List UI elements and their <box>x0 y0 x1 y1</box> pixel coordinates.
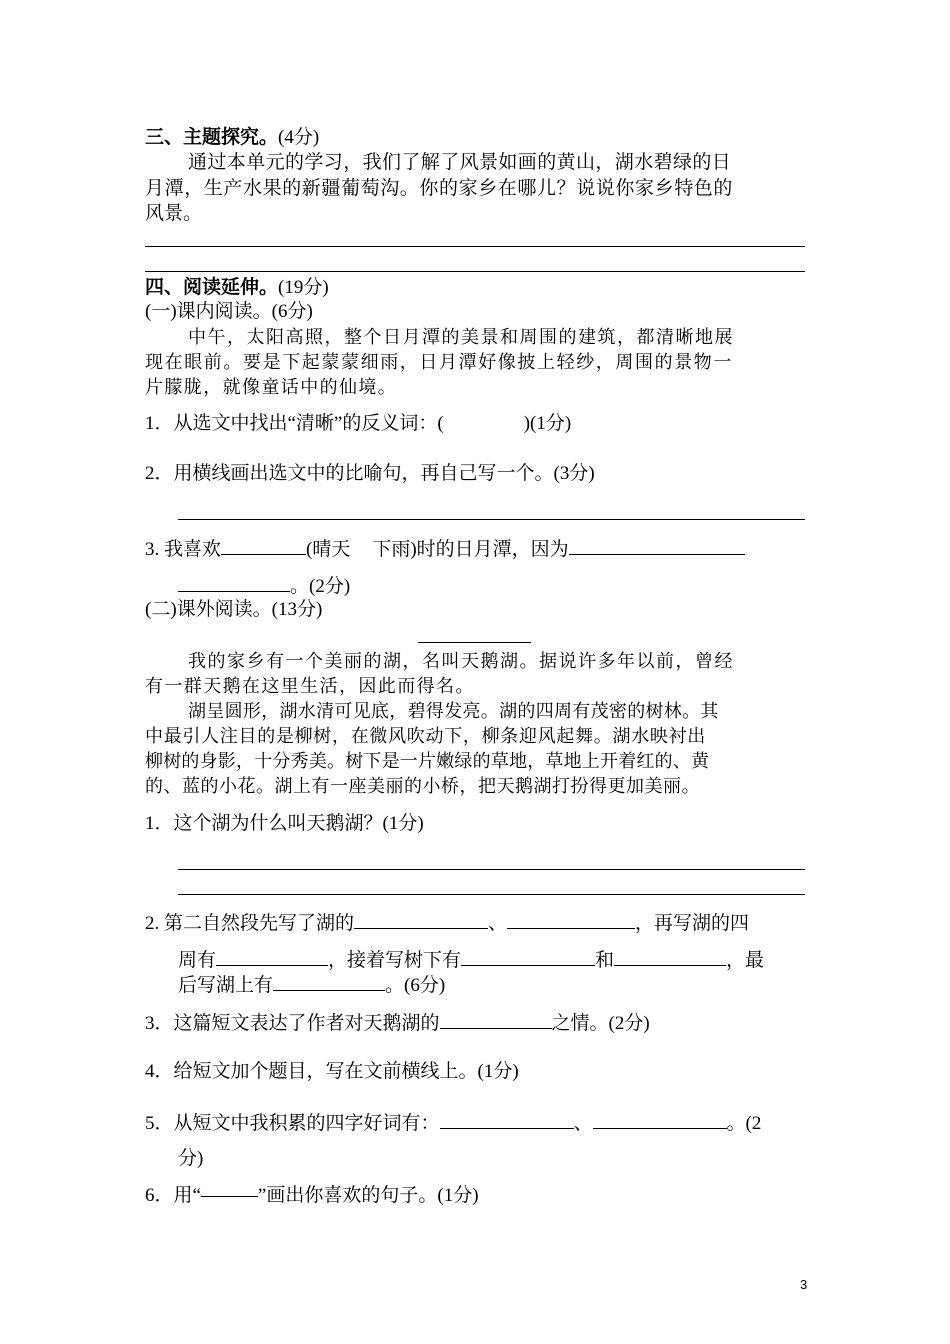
question-text: 1．从选文中找出“清晰”的反义词：( <box>145 413 444 434</box>
part2-question-4: 4．给短文加个题目，写在文前横线上。(1分) <box>145 1061 519 1082</box>
part2-question-5 <box>145 1110 805 1136</box>
separator: 、 <box>488 913 508 934</box>
answer-blank[interactable] <box>273 972 385 991</box>
section3-para-line-1: 通过本单元的学习，我们了解了风景如画的黄山，湖水碧绿的日 <box>188 152 732 173</box>
question-text: ，接着写树下有 <box>328 950 462 971</box>
question-text: ，最 <box>726 950 765 971</box>
question-score: 。(2 <box>726 1113 762 1134</box>
question-text: 5．从短文中我积累的四字好词有： <box>145 1113 440 1134</box>
part2-question-1: 1．这个湖为什么叫天鹅湖？(1分) <box>145 813 424 834</box>
part2-p2-line-3: 柳树的身影，十分秀美。树下是一片嫩绿的草地，草地上开着红的、黄 <box>145 751 710 772</box>
part2-p2-line-4: 的、蓝的小花。湖上有一座美丽的小桥，把天鹅湖打扮得更加美丽。 <box>145 776 700 797</box>
section4-score: (19分) <box>278 277 329 298</box>
part1-para-line-2: 现在眼前。要是下起蒙蒙细雨，日月潭好像披上轻纱，周围的景物一 <box>145 352 733 373</box>
question-text: 和 <box>595 950 615 971</box>
answer-blank[interactable] <box>178 573 290 592</box>
section3-heading: 三、主题探究。 <box>145 127 279 148</box>
answer-blank[interactable] <box>507 910 635 929</box>
part2-p1-line-1: 我的家乡有一个美丽的湖，名叫天鹅湖。据说许多年以前，曾经 <box>188 651 734 672</box>
section3-para-line-3: 风景。 <box>145 203 203 224</box>
answer-blank[interactable] <box>440 1110 574 1129</box>
section3-heading-line <box>145 126 805 150</box>
section4-heading: 四、阅读延伸。 <box>145 277 279 298</box>
question-text: ，再写湖的四 <box>635 913 750 934</box>
answer-blank[interactable] <box>216 947 328 966</box>
section3-score: (4分) <box>278 127 320 148</box>
part2-p2-line-2: 中最引人注目的是柳树，在微风吹动下，柳条迎风起舞。湖水映衬出 <box>145 726 706 747</box>
section4-heading-line <box>145 276 805 300</box>
question-text: 下雨)时的日月潭，因为 <box>372 539 569 560</box>
answer-blank[interactable] <box>569 536 745 555</box>
part2-title: (二)课外阅读。(13分) <box>145 599 323 620</box>
part1-question-3-cont <box>178 573 838 599</box>
question-text: 2. 第二自然段先写了湖的 <box>145 913 355 934</box>
answer-blank[interactable] <box>354 910 488 929</box>
answer-line[interactable] <box>178 519 805 520</box>
answer-line[interactable] <box>178 894 805 895</box>
answer-blank[interactable] <box>614 947 726 966</box>
question-text: 周有 <box>178 950 217 971</box>
question-score: 。(2分) <box>290 576 351 597</box>
part2-question-2 <box>145 910 805 936</box>
title-line[interactable] <box>418 642 531 643</box>
answer-line[interactable] <box>178 869 805 870</box>
answer-blank[interactable] <box>593 1110 727 1129</box>
part2-p2-line-1: 湖呈圆形，湖水清可见底，碧得发亮。湖的四周有茂密的树林。其 <box>188 701 719 722</box>
answer-blank[interactable] <box>221 536 306 555</box>
option-sunny: (晴天 <box>306 539 351 560</box>
part1-title: (一)课内阅读。(6分) <box>145 301 313 322</box>
question-text: 3. 我喜欢 <box>145 539 222 560</box>
part2-question-2-cont2 <box>178 972 838 998</box>
part2-question-3 <box>145 1010 805 1036</box>
part1-question-3 <box>145 536 805 562</box>
answer-line[interactable] <box>145 246 805 247</box>
question-score: )(1分) <box>523 413 572 434</box>
answer-blank[interactable] <box>440 1010 552 1029</box>
question-text: 3．这篇短文表达了作者对天鹅湖的 <box>145 1013 440 1034</box>
part1-question-1 <box>145 412 805 436</box>
section3-para-line-2: 月潭，生产水果的新疆葡萄沟。你的家乡在哪儿？说说你家乡特色的 <box>145 178 734 199</box>
part1-para-line-3: 片朦胧，就像童话中的仙境。 <box>145 377 398 398</box>
page-number: 3 <box>800 1277 808 1292</box>
question-text: 后写湖上有 <box>178 975 274 996</box>
part2-question-2-cont <box>178 947 838 973</box>
answer-line[interactable] <box>145 271 805 272</box>
part2-question-5-cont: 分) <box>178 1148 204 1169</box>
question-score: 。(6分) <box>385 975 446 996</box>
part1-question-2: 2．用横线画出选文中的比喻句，再自己写一个。(3分) <box>145 463 595 484</box>
question-score: 之情。(2分) <box>551 1013 650 1034</box>
separator: 、 <box>573 1113 593 1134</box>
part2-question-6: 6．用“———”画出你喜欢的句子。(1分) <box>145 1185 479 1206</box>
part2-p1-line-2: 有一群天鹅在这里生活，因此而得名。 <box>145 676 475 697</box>
answer-blank[interactable] <box>461 947 595 966</box>
part1-para-line-1: 中午，太阳高照，整个日月潭的美景和周围的建筑，都清晰地展 <box>188 327 734 348</box>
